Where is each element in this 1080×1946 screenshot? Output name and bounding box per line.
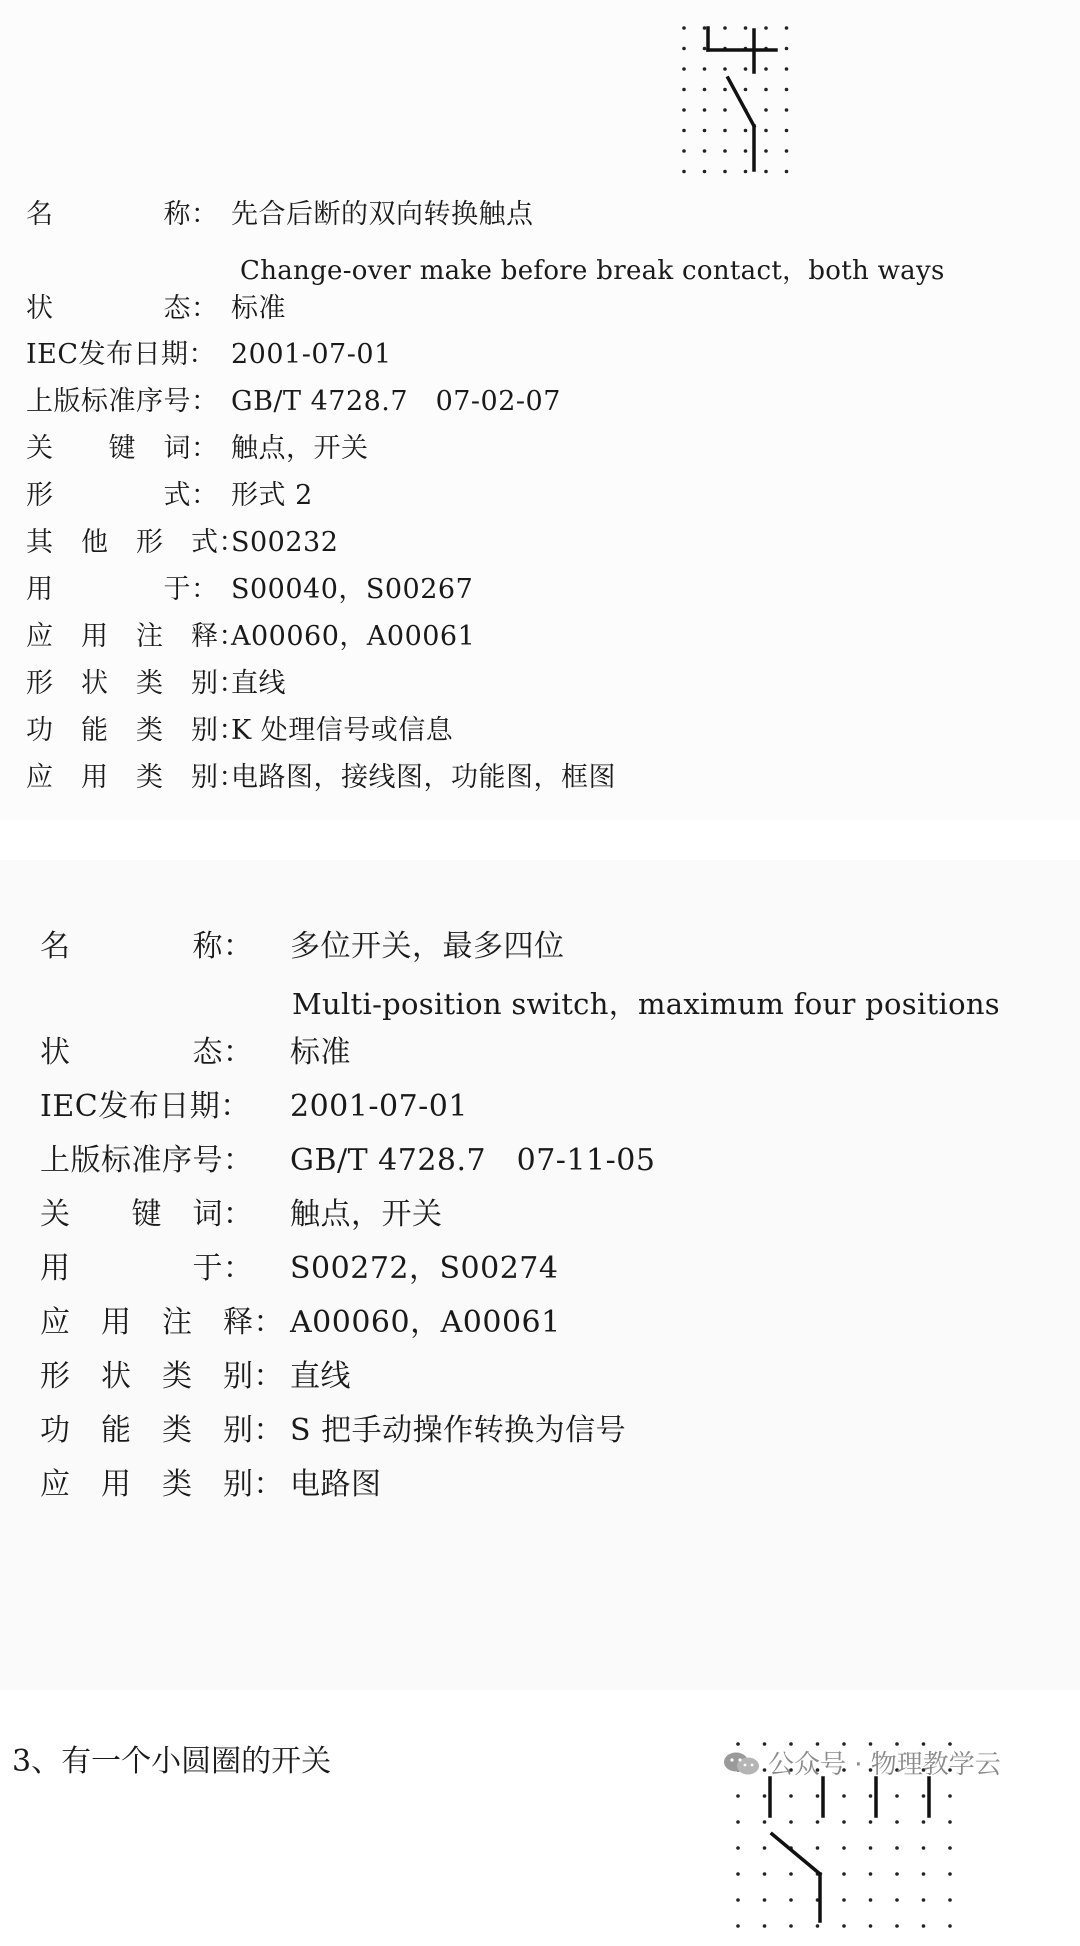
field-value: K 处理信号或信息 <box>231 715 454 746</box>
grid-dot <box>895 1872 899 1876</box>
section-title: 3、有一个小圆圈的开关 <box>12 1744 332 1779</box>
field-value: 电路图 <box>290 1467 382 1502</box>
grid-dot <box>682 170 686 174</box>
grid-dot <box>842 1924 846 1928</box>
grid-dot <box>789 1872 793 1876</box>
grid-dot <box>948 1898 952 1902</box>
grid-dot <box>895 1820 899 1824</box>
grid-dot <box>736 1872 740 1876</box>
grid-dot <box>764 88 768 92</box>
field-label: 应 用 类 别： <box>26 762 246 793</box>
grid-dot <box>785 88 789 92</box>
field-name <box>26 198 534 232</box>
grid-dot <box>682 108 686 112</box>
grid-dot <box>789 1794 793 1798</box>
grid-dot <box>764 129 768 133</box>
field-value: S00272，S00274 <box>290 1251 559 1286</box>
grid-dot <box>763 1898 767 1902</box>
field-value: 触点，开关 <box>231 433 369 464</box>
grid-dot <box>723 67 727 71</box>
grid-dot <box>682 47 686 51</box>
symbol-entry-2 <box>0 860 1080 1690</box>
field-used-in <box>40 1250 558 1288</box>
grid-dot <box>723 88 727 92</box>
grid-dot <box>842 1820 846 1824</box>
field-value: 多位开关，最多四位 <box>290 929 565 964</box>
grid-dot <box>922 1794 926 1798</box>
field-label: 状 态： <box>40 1035 254 1070</box>
grid-dot <box>703 170 707 174</box>
symbol-strokes <box>708 28 776 170</box>
watermark-text: 公众号 · 物理教学云 <box>768 1750 1001 1780</box>
symbol-entry-1 <box>0 0 1080 820</box>
grid-dot <box>723 108 727 112</box>
grid-dot <box>948 1924 952 1928</box>
field-value: 触点，开关 <box>290 1197 443 1232</box>
grid-dot <box>736 1924 740 1928</box>
grid-dot <box>703 88 707 92</box>
grid-dot <box>842 1898 846 1902</box>
field-function-class <box>26 714 453 748</box>
field-keywords <box>40 1196 443 1234</box>
grid-dot <box>682 88 686 92</box>
field-label: 上版标准序号： <box>26 386 219 417</box>
field-value: 2001-07-01 <box>231 339 392 370</box>
grid-dot <box>948 1846 952 1850</box>
grid-dot <box>703 149 707 153</box>
grid-dot <box>895 1846 899 1850</box>
field-label: 形 状 类 别： <box>40 1359 284 1394</box>
field-label: 功 能 类 别： <box>26 715 246 746</box>
grid-dot <box>744 88 748 92</box>
grid-dot <box>816 1820 820 1824</box>
field-function-class <box>40 1412 626 1450</box>
symbol-strokes <box>770 1778 929 1921</box>
grid-dot <box>723 26 727 30</box>
grid-dot <box>842 1846 846 1850</box>
grid-dot <box>785 47 789 51</box>
grid-dot <box>723 129 727 133</box>
grid-dot <box>736 1898 740 1902</box>
grid-dot <box>744 26 748 30</box>
field-application-class <box>40 1466 382 1504</box>
field-previous-standard <box>40 1142 655 1180</box>
grid-dot <box>789 1820 793 1824</box>
grid-dot <box>682 26 686 30</box>
field-keywords <box>26 432 369 466</box>
grid-dot <box>816 1924 820 1928</box>
grid-dot <box>869 1898 873 1902</box>
grid-dot <box>682 149 686 153</box>
grid-dot <box>763 1846 767 1850</box>
field-label: 应 用 注 释： <box>26 621 246 652</box>
grid-dot <box>764 170 768 174</box>
grid-dot <box>736 1820 740 1824</box>
field-name <box>40 928 565 966</box>
field-value: GB/T 4728.7 07-02-07 <box>231 386 561 417</box>
grid-dot <box>789 1924 793 1928</box>
changeover-contact-symbol <box>668 20 808 180</box>
field-other-forms <box>26 526 338 560</box>
field-value: 2001-07-01 <box>290 1089 468 1124</box>
grid-dot <box>816 1846 820 1850</box>
field-status <box>26 292 286 326</box>
field-value: GB/T 4728.7 07-11-05 <box>290 1143 656 1178</box>
grid-dot <box>682 67 686 71</box>
field-label: 形 状 类 别： <box>26 668 246 699</box>
grid-dot <box>869 1872 873 1876</box>
field-iec-date <box>40 1088 468 1126</box>
grid-dot <box>764 67 768 71</box>
grid-dot <box>764 108 768 112</box>
field-form <box>26 479 313 513</box>
grid-dot <box>744 67 748 71</box>
grid-dot <box>744 129 748 133</box>
field-value: S00232 <box>231 527 339 558</box>
name-english: Multi-position switch，maximum four positions <box>292 987 1000 1021</box>
field-value: 先合后断的双向转换触点 <box>231 199 534 230</box>
grid-dot <box>869 1794 873 1798</box>
grid-dot <box>785 108 789 112</box>
grid-dot <box>922 1898 926 1902</box>
grid-dot <box>744 170 748 174</box>
field-value: 标准 <box>231 293 286 324</box>
field-iec-date <box>26 338 392 372</box>
watermark <box>722 1744 1001 1781</box>
grid-dot <box>763 1820 767 1824</box>
grid-dot <box>785 129 789 133</box>
field-label: 其 他 形 式： <box>26 527 246 558</box>
grid-dot <box>948 1872 952 1876</box>
grid-dot <box>785 26 789 30</box>
field-value: 形式 2 <box>231 480 313 511</box>
grid-dot <box>922 1820 926 1824</box>
grid-dot <box>736 1846 740 1850</box>
field-label: 功 能 类 别： <box>40 1413 284 1448</box>
grid-dot <box>869 1846 873 1850</box>
name-english: Change-over make before break contact，both ways <box>240 256 945 286</box>
field-label: 用 于： <box>40 1251 254 1286</box>
field-label: 应 用 注 释： <box>40 1305 284 1340</box>
field-value: A00060，A00061 <box>290 1305 561 1340</box>
field-application-notes <box>26 620 475 654</box>
field-value: S 把手动操作转换为信号 <box>290 1413 627 1448</box>
grid-dot <box>763 1794 767 1798</box>
grid-dot <box>922 1846 926 1850</box>
grid-dot <box>948 1820 952 1824</box>
grid-dot <box>816 1794 820 1798</box>
grid-dot <box>744 149 748 153</box>
grid-dot <box>764 26 768 30</box>
grid-dot <box>895 1898 899 1902</box>
field-value: 电路图，接线图，功能图，框图 <box>231 762 616 793</box>
grid-dot <box>723 149 727 153</box>
field-label: 关 键 词： <box>40 1197 254 1232</box>
field-used-in <box>26 573 473 607</box>
field-value: S00040，S00267 <box>231 574 474 605</box>
grid-dot <box>703 26 707 30</box>
grid-dot <box>789 1898 793 1902</box>
field-label: 名 称： <box>26 199 219 230</box>
field-value: A00060，A00061 <box>231 621 476 652</box>
field-label: 应 用 类 别： <box>40 1467 284 1502</box>
grid-dot <box>922 1872 926 1876</box>
grid-dot <box>785 170 789 174</box>
grid-dot <box>948 1794 952 1798</box>
field-label: IEC发布日期： <box>40 1089 251 1124</box>
grid-dot <box>763 1872 767 1876</box>
grid-dot <box>922 1924 926 1928</box>
grid-dot <box>682 129 686 133</box>
field-value: 标准 <box>290 1035 351 1070</box>
grid-dot <box>703 108 707 112</box>
field-label: IEC发布日期： <box>26 339 217 370</box>
grid-dot <box>869 1820 873 1824</box>
grid-dot <box>895 1794 899 1798</box>
grid-dot <box>703 47 707 51</box>
grid-dot <box>785 149 789 153</box>
field-label: 用 于： <box>26 574 219 605</box>
grid-dot <box>703 129 707 133</box>
grid-dot <box>895 1924 899 1928</box>
field-application-notes <box>40 1304 561 1342</box>
field-label: 关 键 词： <box>26 433 219 464</box>
field-value: 直线 <box>231 668 286 699</box>
field-value: 直线 <box>290 1359 351 1394</box>
grid-dot <box>842 1794 846 1798</box>
field-shape-class <box>26 667 286 701</box>
field-label: 形 式： <box>26 480 219 511</box>
grid-dot <box>842 1872 846 1876</box>
field-application-class <box>26 761 616 795</box>
grid-dot <box>736 1794 740 1798</box>
field-label: 状 态： <box>26 293 219 324</box>
grid-dot <box>763 1924 767 1928</box>
grid-dot <box>869 1924 873 1928</box>
field-previous-standard <box>26 385 561 419</box>
grid-dot <box>785 67 789 71</box>
wechat-icon <box>722 1751 762 1777</box>
grid-dot <box>703 67 707 71</box>
field-label: 上版标准序号： <box>40 1143 254 1178</box>
field-status <box>40 1034 351 1072</box>
grid-dot <box>764 149 768 153</box>
grid-dot <box>723 170 727 174</box>
field-label: 名 称： <box>40 929 254 964</box>
field-shape-class <box>40 1358 351 1396</box>
